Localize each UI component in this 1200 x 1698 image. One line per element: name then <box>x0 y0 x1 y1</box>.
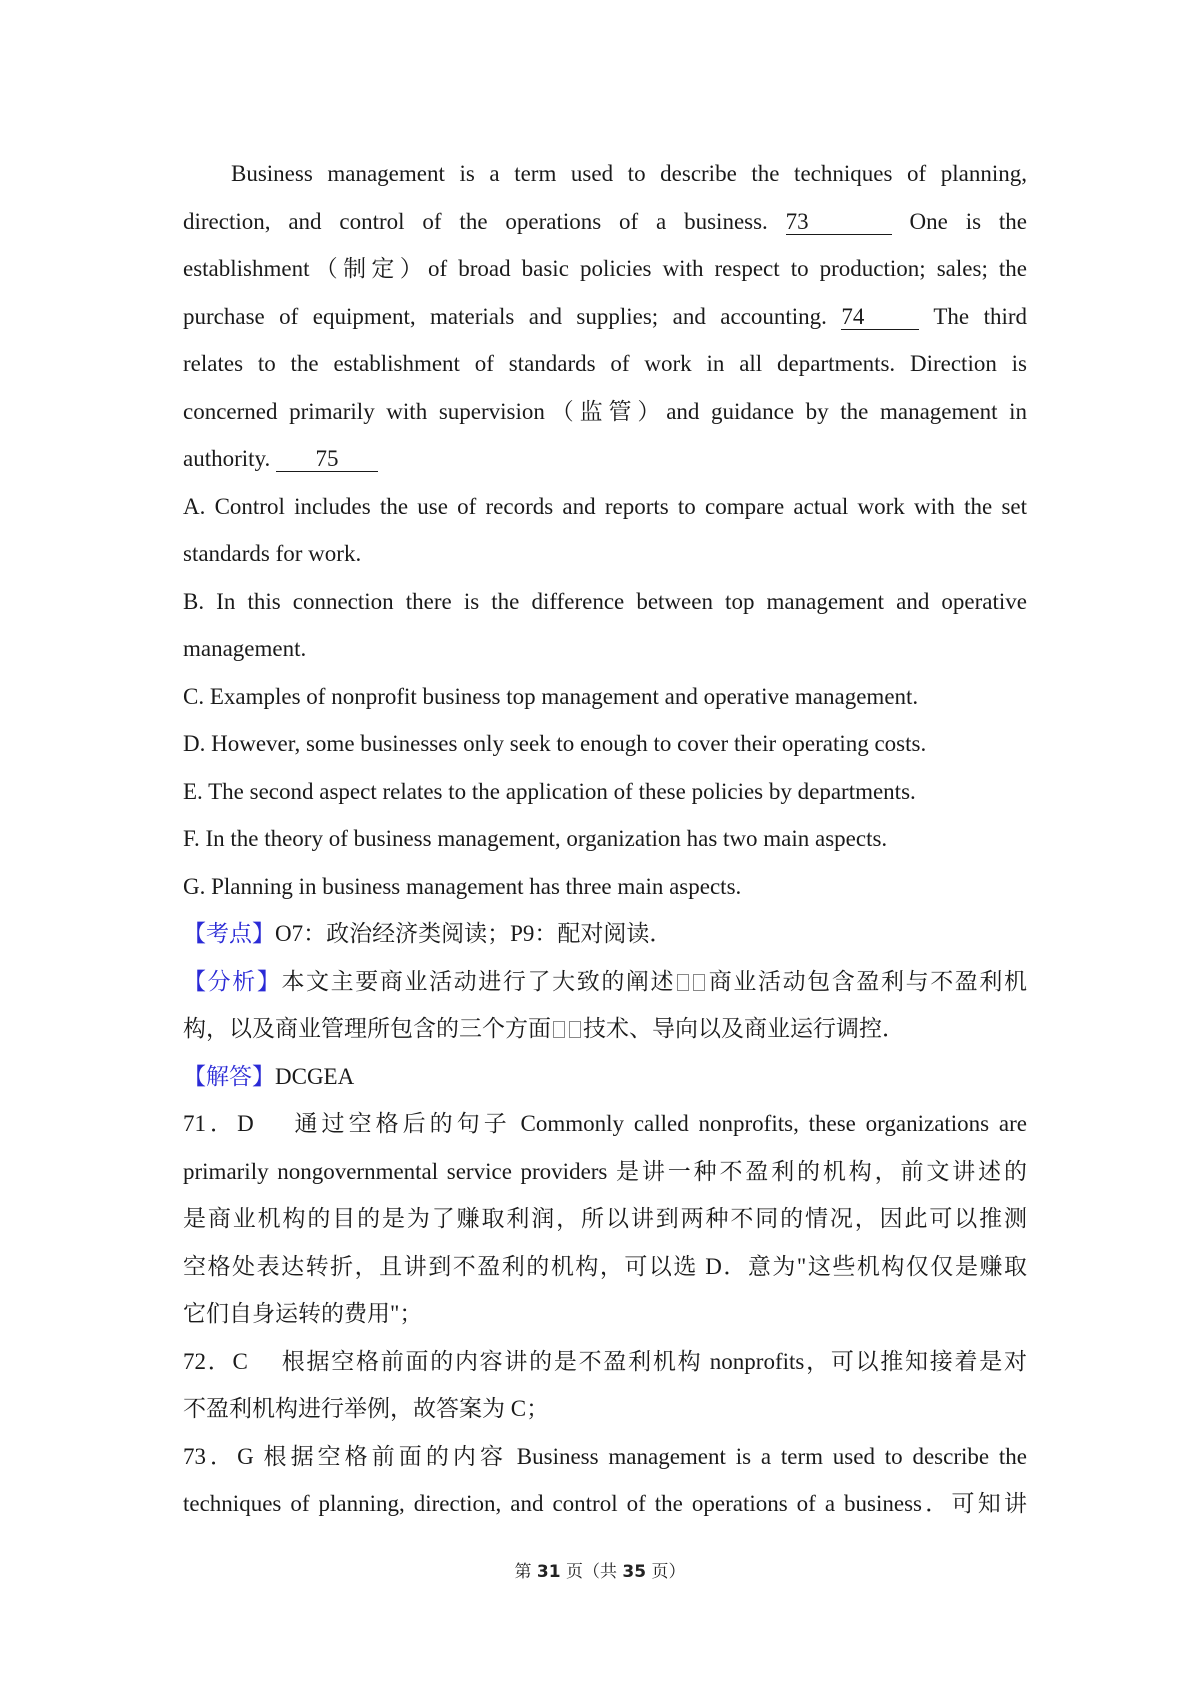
blank-73: 73 <box>786 210 892 235</box>
missing-glyph-icon <box>569 1021 581 1038</box>
passage-text: One is the <box>909 208 1027 234</box>
passage-line-6: concerned primarily with supervision（监管）and guidance by the management in <box>183 398 1027 424</box>
passage-line-5: relates to the establishment of standards of work in all departments. Direction is <box>183 351 1027 376</box>
q71-line-1: 71．D 通过空格后的句子 Commonly called nonprofits, these organizations are <box>183 1111 1027 1136</box>
option-d: D. However, some businesses only seek to enough to cover their operating costs. <box>183 731 927 756</box>
fenxi-tag: 【分析】 <box>183 968 282 994</box>
fenxi-text: 技术、导向以及商业运行调控． <box>583 1016 905 1041</box>
footer-middle: 页（共 <box>560 1562 623 1582</box>
jieda-text: DCGEA <box>275 1063 355 1089</box>
passage-text: direction, and control of the operations of a business. <box>183 208 768 234</box>
footer-suffix: 页） <box>646 1562 686 1582</box>
q73-line-2: techniques of planning, direction, and control of the operations of a business．可知讲 <box>183 1491 1027 1516</box>
fenxi-text: 商业活动包含盈利与不盈利机 <box>707 968 1027 994</box>
option-b-line-2: management. <box>183 636 307 661</box>
passage-line-2 <box>183 198 1027 246</box>
q71-line-2: primarily nongovernmental service providers 是讲一种不盈利的机构，前文讲述的 <box>183 1158 1027 1184</box>
total-page-number: 35 <box>622 1562 647 1582</box>
passage-text: The third <box>933 303 1027 329</box>
q72-line-1: 72．C 根据空格前面的内容讲的是不盈利机构 nonprofits，可以推知接着是对 <box>183 1348 1027 1374</box>
current-page-number: 31 <box>536 1562 561 1582</box>
passage-text: purchase of equipment, materials and supplies; and accounting. <box>183 303 827 329</box>
passage-text: authority. <box>183 446 271 471</box>
option-c: C. Examples of nonprofit business top management and operative management. <box>183 683 919 709</box>
option-e: E. The second aspect relates to the application of these policies by departments. <box>183 778 916 804</box>
jieda-tag: 【解答】 <box>183 1063 275 1089</box>
missing-glyph-icon <box>677 974 689 991</box>
missing-glyph-icon <box>553 1021 565 1038</box>
passage-line-4 <box>183 293 1027 341</box>
footer-prefix: 第 <box>514 1562 537 1582</box>
fenxi-text: 本文主要商业活动进行了大致的阐述 <box>281 968 676 994</box>
kaodian-tag: 【考点】 <box>183 921 275 946</box>
option-a-line-1: A. Control includes the use of records and reports to compare actual work with the set <box>183 493 1027 519</box>
option-g: G. Planning in business management has three main aspects. <box>183 873 742 899</box>
passage-line-7 <box>183 435 1027 483</box>
q71-line-4: 空格处表达转折，且讲到不盈利的机构，可以选 D．意为"这些机构仅仅是赚取 <box>183 1253 1027 1279</box>
missing-glyph-icon <box>693 974 705 991</box>
option-a-line-2: standards for work. <box>183 541 362 566</box>
document-body <box>183 150 1027 1528</box>
kaodian-line <box>183 910 1027 958</box>
option-b-line-1: B. In this connection there is the difference between top management and operative <box>183 588 1027 614</box>
kaodian-text: O7：政治经济类阅读；P9：配对阅读． <box>275 921 673 946</box>
jieda-line <box>183 1053 1027 1101</box>
q72-line-2: 不盈利机构进行举例，故答案为 C； <box>183 1396 550 1421</box>
q71-line-5: 它们自身运转的费用"； <box>183 1301 423 1326</box>
passage-line-1: Business management is a term used to describe the techniques of planning, <box>231 161 1027 186</box>
option-f: F. In the theory of business management, organization has two main aspects. <box>183 826 888 851</box>
passage-line-3: establishment（制定）of broad basic policies with respect to production; sales; the <box>183 256 1027 281</box>
fenxi-text: 构，以及商业管理所包含的三个方面 <box>183 1016 551 1041</box>
page-footer <box>0 1557 1200 1582</box>
blank-75: 75 <box>276 447 378 472</box>
fenxi-line-1 <box>183 958 1027 1006</box>
q71-line-3: 是商业机构的目的是为了赚取利润，所以讲到两种不同的情况，因此可以推测 <box>183 1206 1027 1231</box>
fenxi-line-2 <box>183 1005 1027 1053</box>
blank-74: 74 <box>841 305 919 330</box>
q73-line-1: 73．G 根据空格前面的内容 Business management is a term used to describe the <box>183 1443 1027 1469</box>
